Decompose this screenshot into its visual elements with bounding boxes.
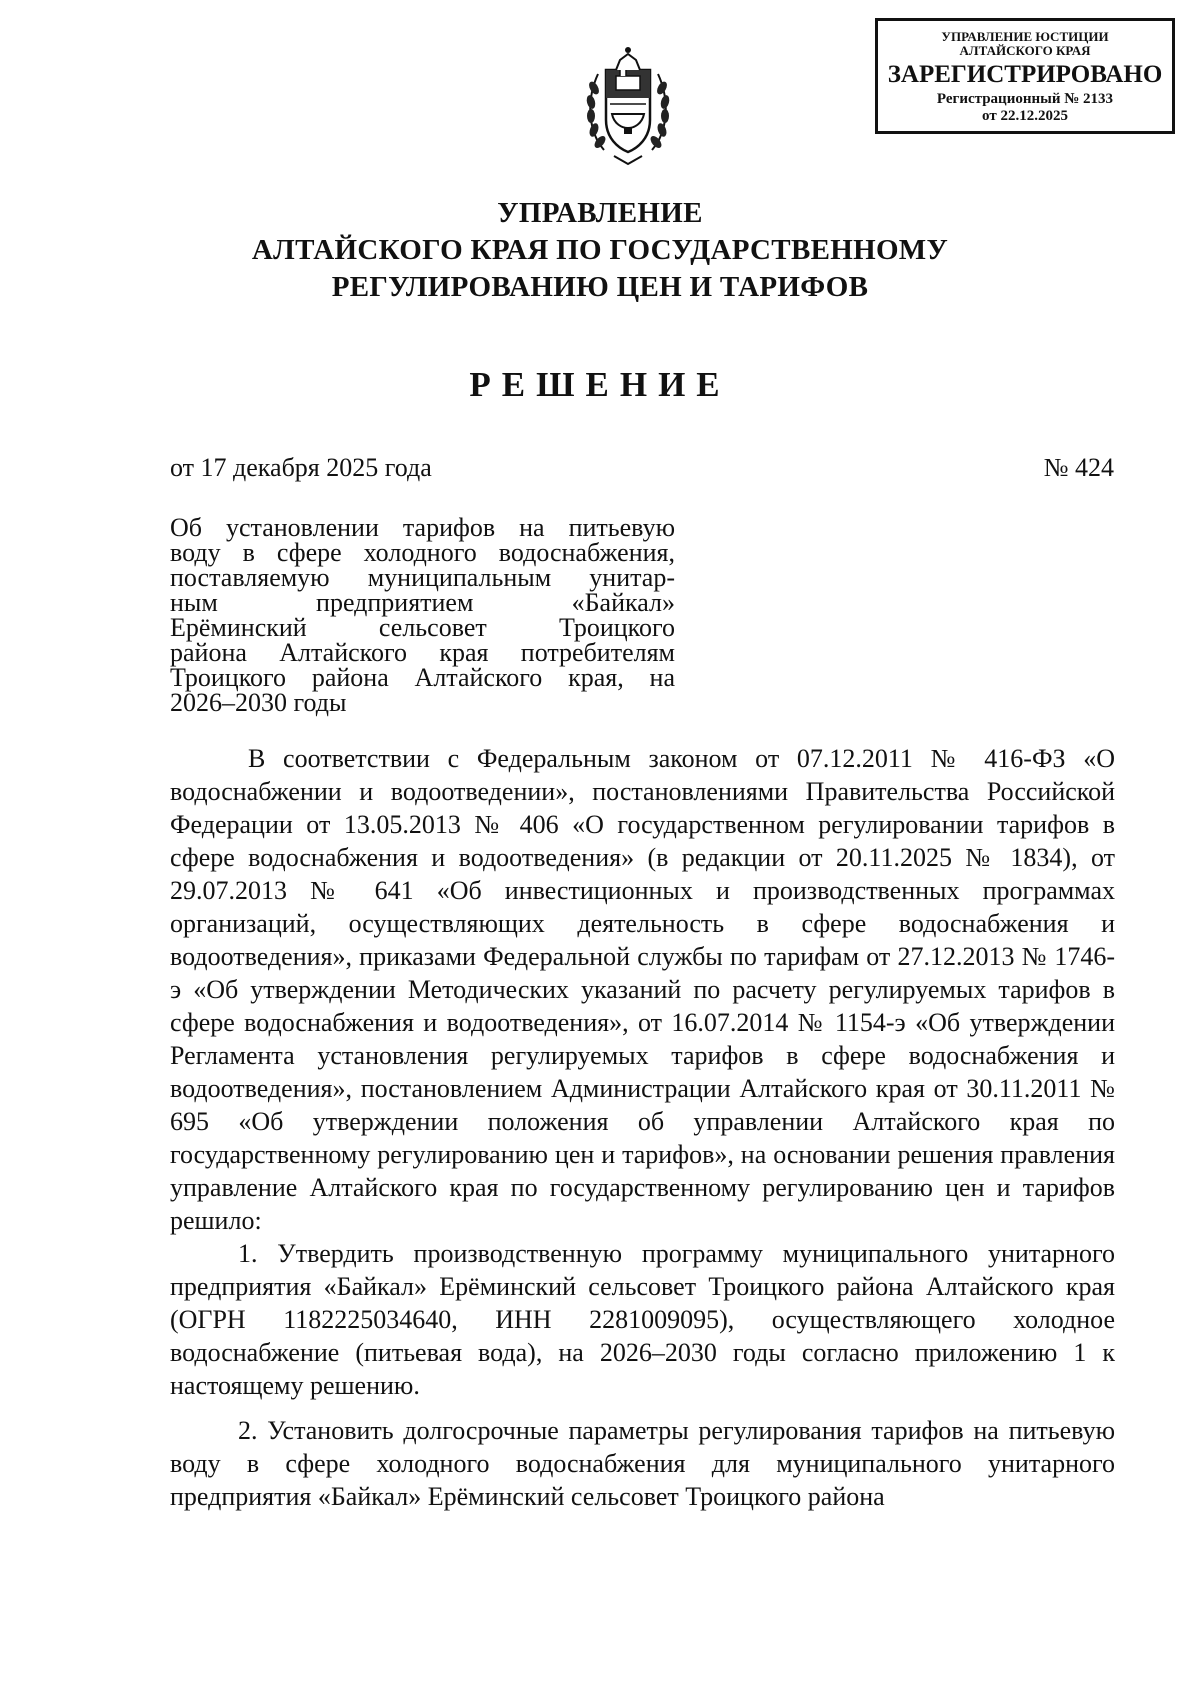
subject-line: воду в сфере холодного водоснабжения, bbox=[170, 538, 675, 567]
organization-name bbox=[200, 195, 1000, 306]
subject-line: района Алтайского края потребителям bbox=[170, 638, 675, 667]
body-item-2: 2. Установить долгосрочные параметры регулирования тарифов на питьевую воду в сфере холодного водоснабжения для муниципального унитарного предприятия «Байкал» Ерёминский сельсовет Троицкого района bbox=[170, 1416, 1115, 1511]
subject-line: Троицкого района Алтайского края, на bbox=[170, 663, 675, 692]
coat-of-arms-emblem bbox=[582, 40, 674, 172]
subject-line: 2026–2030 годы bbox=[170, 688, 347, 717]
org-line-1: УПРАВЛЕНИЕ bbox=[497, 197, 703, 229]
document-subject bbox=[170, 515, 675, 715]
stamp-status: ЗАРЕГИСТРИРОВАНО bbox=[887, 61, 1163, 88]
org-line-2: АЛТАЙСКОГО КРАЯ ПО ГОСУДАРСТВЕННОМУ bbox=[251, 234, 949, 266]
org-line-3: РЕГУЛИРОВАНИЮ ЦЕН И ТАРИФОВ bbox=[331, 271, 869, 303]
registration-stamp bbox=[875, 18, 1175, 134]
subject-line: Ерёминский сельсовет Троицкого bbox=[170, 613, 675, 642]
stamp-reg-date: от 22.12.2025 bbox=[982, 108, 1068, 124]
document-type-title: РЕШЕНИЕ bbox=[469, 365, 731, 404]
subject-line: поставляемую муниципальным унитар- bbox=[170, 563, 675, 592]
body-intro-paragraph: В соответствии с Федеральным законом от 07.12.2011 № 416-ФЗ «О водоснабжении и водоотведении», постановлениями Правительства Российской Федерации от 13.05.2013 № 406 «О государственном регулировании тарифов в сфере водоснабжения и водоотведения» (в редакции от 20.11.2025 № 1834), от 29.07.2013 № 641 «Об инвестиционных и производственных программах организаций, осуществляющих деятельность в сфере водоснабжения и водоотведения», приказами Федеральной службы по тарифам от 27.12.2013 № 1746-э «Об утверждении Методических указаний по расчету регулируемых тарифов в сфере водоснабжения и водоотведения», от 16.07.2014 № 1154-э «Об утверждении Регламента установления регулируемых тарифов в сфере водоснабжения и водоотведения», постановлением Администрации Алтайского края от 30.11.2011 № 695 «Об утверждении положения об управлении Алтайского края по государственному регулированию цен и тарифов», на основании решения правления управление Алтайского края по государственному регулированию цен и тарифов решило: bbox=[170, 744, 1115, 1235]
stamp-reg-number: Регистрационный № 2133 bbox=[936, 91, 1114, 107]
document-body bbox=[170, 742, 1115, 1513]
body-item-1: 1. Утвердить производственную программу муниципального унитарного предприятия «Байкал» Ерёминский сельсовет Троицкого района Алтайского края (ОГРН 1182225034640, ИНН 2281009095), осуществляющего холодное водоснабжение (питьевая вода), на 2026–2030 годы согласно приложению 1 к настоящему решению. bbox=[170, 1239, 1115, 1400]
stamp-line-1: УПРАВЛЕНИЕ ЮСТИЦИИ bbox=[941, 29, 1109, 44]
document-date: от 17 декабря 2025 года bbox=[170, 453, 432, 482]
document-number: № 424 bbox=[1043, 453, 1114, 482]
stamp-line-2: АЛТАЙСКОГО КРАЯ bbox=[959, 43, 1091, 58]
subject-line: Об установлении тарифов на питьевую bbox=[170, 513, 675, 542]
subject-line: ным предприятием «Байкал» bbox=[170, 588, 675, 617]
